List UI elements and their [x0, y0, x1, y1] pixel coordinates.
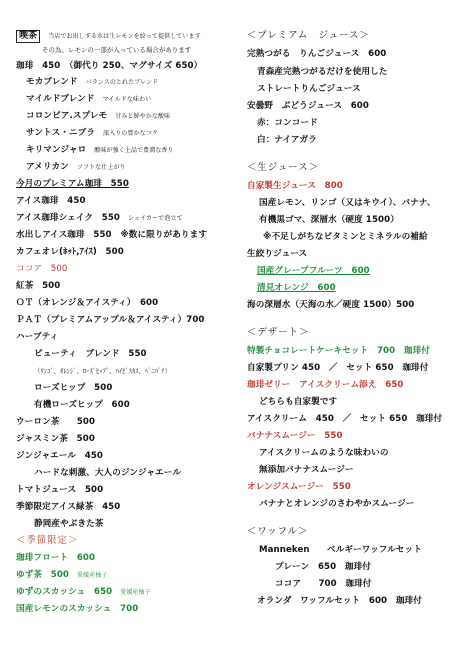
menu-item-text: アイス珈琲 450 [16, 196, 86, 206]
menu-item-text: どちらも自家製です [259, 397, 338, 407]
menu-item-text: コロンビア.スプレモ [26, 111, 108, 121]
menu-item-note: バランスのとれたブレンド [85, 79, 159, 86]
right-line [247, 100, 369, 112]
menu-item-note: 甘みと鮮やかな酸味 [115, 113, 171, 120]
menu-item-text: 赤：コンコード [257, 118, 318, 128]
menu-item-text: オレンジスムージー 550 [247, 482, 351, 492]
left-line [26, 93, 151, 106]
left-line [16, 586, 151, 599]
menu-item-note: 当店でお出しする水は生レモンを絞って提供しています [48, 33, 201, 40]
right-line [259, 396, 337, 408]
menu-item-text: アイスクリーム 450 ／ セット 650 珈琲付 [247, 414, 443, 424]
menu-item-text: ジャスミン茶 500 [16, 434, 95, 444]
left-line [26, 127, 158, 140]
menu-item-text: 国産レモン、リンゴ（又はキウイ）、バナナ、 [259, 198, 436, 208]
menu-item-text: ＜ワッフル＞ [247, 526, 309, 537]
left-line [16, 535, 78, 547]
menu-item-text: マイルドブレンド [26, 94, 95, 104]
menu-item-text: ゆず茶 500 [16, 570, 70, 580]
left-line [34, 382, 112, 394]
menu-item-note: マイルドな味わい [102, 96, 152, 103]
menu-item-text: Manneken ベルギーワッフルセット [259, 545, 422, 555]
left-line [16, 484, 103, 496]
menu-item-text: ココア 700 珈琲付 [275, 579, 372, 589]
right-line [263, 231, 428, 243]
menu-item-text: 国産レモンのスカッシュ 700 [16, 604, 139, 614]
menu-item-text: ハーブティ [16, 332, 59, 342]
right-line [257, 595, 422, 607]
left-line [16, 501, 120, 513]
menu-item-text: ＜プレミアム ジュース＞ [247, 30, 370, 41]
menu-item-text: プレーン 650 珈琲付 [275, 562, 371, 572]
menu-item-text: 安曇野 ぶどうジュース 600 [247, 101, 369, 111]
menu-item-text: サントス・ニブラ [26, 128, 96, 138]
menu-item-note: ソフトな仕上がり [76, 164, 126, 171]
menu-item-text: ※不足しがちなビタミンとミネラルの補給 [263, 232, 428, 242]
menu-item-text: 国産グレープフルーツ 600 [257, 266, 370, 276]
right-line [247, 48, 386, 60]
right-line [257, 83, 361, 95]
right-line [259, 197, 436, 209]
menu-item-text: ビューティ ブレンド 550 [34, 349, 147, 359]
menu-item-text: 無添加バナナスムージー [259, 465, 354, 475]
menu-item-text: モカブレンド [26, 77, 78, 87]
menu-item-text: ＜生ジュース＞ [247, 162, 319, 173]
left-line [34, 518, 104, 530]
menu-item-text: ＜デザート＞ [247, 327, 310, 338]
menu-item-text: ＜季節限定＞ [16, 535, 79, 546]
menu-item-text: ストレートりんごジュース [257, 84, 361, 94]
right-line [247, 327, 309, 339]
right-line [257, 134, 317, 146]
menu-item-text: 今月のプレミアム珈琲 550 [16, 179, 129, 189]
menu-item-text: ウーロン茶 500 [16, 417, 96, 427]
menu-item-text: アイスクリームのような味わいの [259, 448, 389, 458]
menu-item-text: キリマンジャロ [26, 145, 87, 155]
menu-item-text: 自家製プリン 450 ／ セット 650 珈琲付 [247, 363, 429, 373]
left-line [34, 348, 147, 360]
menu-item-text: ＯＴ（オレンジ＆アイスティ） 600 [16, 298, 159, 308]
right-line [259, 447, 389, 459]
left-line [16, 246, 124, 258]
right-line [257, 66, 387, 78]
menu-section-title: 喫茶 [16, 30, 40, 43]
left-line [16, 569, 108, 582]
menu-item-note: シェイカーで泡立て [127, 215, 183, 222]
left-line [26, 110, 170, 123]
right-line [247, 430, 343, 442]
menu-item-text: バナナスムージー 550 [247, 431, 343, 441]
menu-item-text: 自家製生ジュース 800 [247, 181, 343, 191]
menu-item-note: 愛媛産柚子 [77, 572, 108, 579]
menu-item-text: 有機ローズヒップ 600 [34, 400, 130, 410]
right-line [247, 379, 403, 391]
menu-item-text: （ﾘﾝｺﾞ、ｵﾚﾝｼﾞ、ﾛｰｽﾞﾋｯﾌﾟ、ﾊｲﾋﾞｽｶｽ、ﾍﾟﾆﾊﾟﾅ） [34, 367, 172, 375]
menu-item-text: ココア 500 [16, 264, 68, 274]
left-line [16, 297, 158, 309]
menu-item-text: 青森産完熟つがるだけを使用した [257, 67, 388, 77]
right-line [257, 265, 370, 277]
right-line [259, 464, 354, 476]
left-line [16, 212, 183, 225]
left-line [26, 161, 126, 174]
menu-item-text: 珈琲ゼリー アイスクリーム添え 650 [247, 380, 404, 390]
left-line [26, 144, 174, 157]
right-line [275, 578, 371, 590]
menu-item-text: 水出しアイス珈琲 550 ※数に限りがあります [16, 230, 208, 240]
left-line [16, 195, 86, 207]
right-line [275, 561, 371, 573]
left-line [16, 30, 201, 43]
right-line [247, 162, 319, 174]
left-line [16, 60, 202, 72]
right-line [257, 282, 336, 294]
menu-item-note: 愛媛産柚子 [120, 589, 151, 596]
menu-item-text: ジンジャエール 450 [16, 451, 104, 461]
menu-item-note: 深入りの豊かなコク [103, 130, 158, 137]
menu-item-text: ローズヒップ 500 [34, 383, 113, 393]
menu-item-text: その為、レモンの一部が入っている場合があります [42, 46, 192, 54]
menu-item-text: 海の深層水（天海の水／硬度 1500）500 [247, 300, 415, 310]
left-line [34, 467, 181, 479]
menu-item-text: アメリカン [26, 162, 69, 172]
left-line [16, 603, 138, 615]
right-line [259, 498, 414, 510]
menu-item-text: 紅茶 500 [16, 281, 61, 291]
menu-item-text: 季節限定アイス緑茶 450 [16, 502, 121, 512]
menu-item-text: ハードな刺激、大人のジンジャエール [34, 468, 182, 478]
menu-item-text: カフェオレ(ﾎｯﾄ,ｱｲｽ) 500 [16, 247, 124, 257]
left-line [16, 314, 205, 326]
right-line [247, 299, 414, 311]
right-line [259, 544, 422, 556]
left-line [42, 44, 191, 56]
left-line [26, 76, 158, 89]
left-line [16, 178, 129, 190]
right-line [247, 180, 343, 192]
menu-item-text: 特製チョコレートケーキセット 700 珈琲付 [247, 346, 430, 356]
right-line [247, 413, 442, 425]
left-line [16, 331, 58, 343]
right-line [247, 30, 370, 42]
left-line [16, 552, 95, 564]
menu-item-text: ＰＡＴ（プレミアムアップル＆アイスティ）700 [16, 315, 205, 325]
menu-item-text: トマトジュース 500 [16, 485, 104, 495]
menu-item-text: 清見オレンジ 600 [257, 283, 336, 293]
menu-item-note: 酸味が強く上品で豊潤な香り [94, 147, 174, 154]
menu-item-text: ゆずのスカッシュ 650 [16, 587, 113, 597]
right-line [247, 481, 351, 493]
menu-item-text: 生絞りジュース [247, 249, 308, 259]
left-line [34, 399, 130, 411]
right-line [247, 248, 307, 260]
left-line [16, 263, 67, 275]
right-line [247, 362, 428, 374]
left-line [34, 365, 171, 377]
right-line [247, 345, 430, 357]
menu-item-text: 珈琲フロート 600 [16, 553, 96, 563]
left-line [16, 450, 103, 462]
menu-item-text: アイス珈琲シェイク 550 [16, 213, 120, 223]
menu-item-text: 白：ナイアガラ [257, 135, 317, 145]
left-line [16, 433, 95, 445]
menu-item-text: 完熟つがる りんごジュース 600 [247, 49, 387, 59]
menu-item-text: バナナとオレンジのさわやかスムージー [259, 499, 415, 509]
left-line [16, 416, 95, 428]
menu-item-text: 珈琲 450 （御代り 250、マグサイズ 650） [16, 61, 203, 71]
menu-item-text: オランダ ワッフルセット 600 珈琲付 [257, 596, 422, 606]
right-line [259, 214, 399, 226]
menu-item-text: 有機黒ゴマ、深層水（硬度 1500） [259, 215, 399, 225]
left-line [16, 229, 207, 241]
right-line [247, 526, 308, 538]
right-line [257, 117, 318, 129]
left-line [16, 280, 60, 292]
menu-item-text: 静岡産やぶきた茶 [34, 519, 104, 529]
